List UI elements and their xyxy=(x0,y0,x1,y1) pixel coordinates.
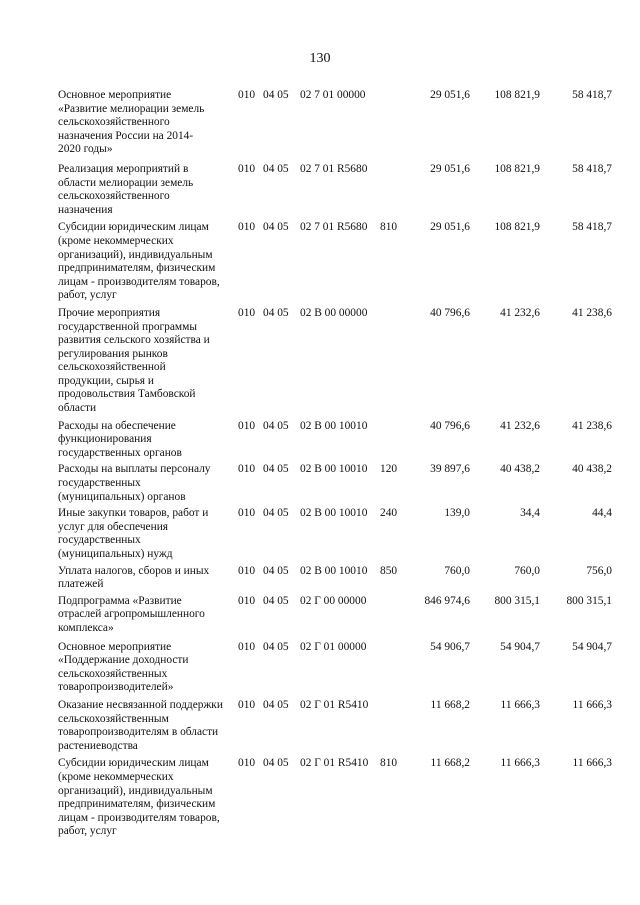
value-3: 11 666,3 xyxy=(572,698,612,711)
table-row xyxy=(58,699,618,753)
value-1: 40 796,6 xyxy=(430,419,470,432)
target-code: 02 В 00 10010 xyxy=(300,564,368,577)
value-1: 11 668,2 xyxy=(430,757,470,770)
row-name: Уплата налогов, сборов и иных платежей xyxy=(58,564,210,591)
row-name: Оказание несвязанной поддержки сельскохозяйственным товаропроизводителям в области растениеводства xyxy=(58,698,223,752)
value-1: 29 051,6 xyxy=(430,162,470,175)
value-1: 11 668,2 xyxy=(430,698,470,711)
table-row xyxy=(58,221,618,303)
value-1: 846 974,6 xyxy=(424,594,470,607)
value-3: 58 418,7 xyxy=(572,221,612,234)
row-name: Подпрограмма «Развитие отраслей агропромышленного комплекса» xyxy=(58,594,205,634)
value-2: 11 666,3 xyxy=(500,698,540,711)
target-code: 02 7 01 R5680 xyxy=(300,162,368,175)
value-3: 54 904,7 xyxy=(572,640,612,653)
subsection-code: 04 05 xyxy=(263,698,289,711)
expense-code: 810 xyxy=(380,221,398,234)
table-row xyxy=(58,757,618,839)
row-name: Прочие мероприятия государственной программы развития сельского хозяйства и регулирования рынков сельскохозяйственной продукции, сырья и продовольствия Тамбовской области xyxy=(58,306,210,415)
value-2: 41 232,6 xyxy=(500,306,540,319)
expense-code: 850 xyxy=(380,564,398,577)
value-3: 41 238,6 xyxy=(572,306,612,319)
value-2: 800 315,1 xyxy=(494,594,540,607)
page-number: 130 xyxy=(309,51,331,66)
row-name: Основное мероприятие «Развитие мелиорации земель сельскохозяйственного назначения России на 2014- 2020 годы» xyxy=(58,89,205,156)
value-3: 756,0 xyxy=(586,564,612,577)
value-1: 760,0 xyxy=(444,564,470,577)
subsection-code: 04 05 xyxy=(263,507,289,520)
subsection-code: 04 05 xyxy=(263,89,289,101)
value-2: 108 821,9 xyxy=(494,162,540,175)
target-code: 02 В 00 10010 xyxy=(300,419,368,432)
value-1: 54 906,7 xyxy=(430,640,470,653)
row-name: Иные закупки товаров, работ и услуг для обеспечения государственных (муниципальных) нужд xyxy=(58,507,209,560)
target-code: 02 Г 01 00000 xyxy=(300,640,367,653)
row-name: Субсидии юридическим лицам (кроме некоммерческих организаций), индивидуальным предпринимателям, физическим лицам - производителям товаров, работ, услуг xyxy=(58,221,220,302)
expense-code: 120 xyxy=(380,463,398,476)
expense-code: 240 xyxy=(380,507,398,520)
value-1: 40 796,6 xyxy=(430,306,470,319)
section-code: 010 xyxy=(238,757,256,770)
value-2: 11 666,3 xyxy=(500,757,540,770)
value-3: 44,4 xyxy=(592,507,612,520)
subsection-code: 04 05 xyxy=(263,221,289,234)
subsection-code: 04 05 xyxy=(263,594,289,607)
value-3: 41 238,6 xyxy=(572,419,612,432)
section-code: 010 xyxy=(238,640,256,653)
section-code: 010 xyxy=(238,306,256,319)
row-name: Расходы на выплаты персоналу государственных (муниципальных) органов xyxy=(58,463,211,503)
value-1: 29 051,6 xyxy=(430,221,470,234)
value-1: 39 897,6 xyxy=(430,463,470,476)
section-code: 010 xyxy=(238,162,256,175)
section-code: 010 xyxy=(238,419,256,432)
subsection-code: 04 05 xyxy=(263,419,289,432)
value-2: 108 821,9 xyxy=(494,89,540,101)
value-3: 800 315,1 xyxy=(566,594,612,607)
value-3: 58 418,7 xyxy=(572,89,612,101)
value-2: 41 232,6 xyxy=(500,419,540,432)
table-row xyxy=(58,420,618,461)
target-code: 02 Г 00 00000 xyxy=(300,594,367,607)
value-3: 11 666,3 xyxy=(572,757,612,770)
value-1: 139,0 xyxy=(444,507,470,520)
subsection-code: 04 05 xyxy=(263,640,289,653)
target-code: 02 В 00 00000 xyxy=(300,306,368,319)
subsection-code: 04 05 xyxy=(263,162,289,175)
table-row xyxy=(58,507,618,561)
section-code: 010 xyxy=(238,698,256,711)
section-code: 010 xyxy=(238,221,256,234)
section-code: 010 xyxy=(238,507,256,520)
section-code: 010 xyxy=(238,594,256,607)
subsection-code: 04 05 xyxy=(263,564,289,577)
subsection-code: 04 05 xyxy=(263,306,289,319)
section-code: 010 xyxy=(238,89,256,101)
table-row xyxy=(58,463,618,504)
section-code: 010 xyxy=(238,564,256,577)
table-row xyxy=(58,307,618,416)
target-code: 02 7 01 R5680 xyxy=(300,221,368,234)
target-code: 02 Г 01 R5410 xyxy=(300,698,369,711)
subsection-code: 04 05 xyxy=(263,463,289,476)
budget-table xyxy=(58,89,618,839)
table-row xyxy=(58,595,618,636)
value-3: 58 418,7 xyxy=(572,162,612,175)
expense-code: 810 xyxy=(380,757,398,770)
target-code: 02 Г 01 R5410 xyxy=(300,757,369,770)
value-2: 34,4 xyxy=(520,507,540,520)
section-code: 010 xyxy=(238,463,256,476)
value-2: 760,0 xyxy=(514,564,540,577)
value-2: 54 904,7 xyxy=(500,640,540,653)
value-3: 40 438,2 xyxy=(572,463,612,476)
value-2: 108 821,9 xyxy=(494,221,540,234)
row-name: Субсидии юридическим лицам (кроме некоммерческих организаций), индивидуальным предпринимателям, физическим лицам - производителям товаров, работ, услуг xyxy=(58,757,220,838)
target-code: 02 В 00 10010 xyxy=(300,507,368,520)
target-code: 02 В 00 10010 xyxy=(300,463,368,476)
row-name: Основное мероприятие «Поддержание доходности сельскохозяйственных товаропроизводителей» xyxy=(58,640,189,694)
row-name: Реализация мероприятий в области мелиорации земель сельскохозяйственного назначения xyxy=(58,162,194,216)
row-name: Расходы на обеспечение функционирования государственных органов xyxy=(58,419,182,459)
table-row xyxy=(58,641,618,695)
value-2: 40 438,2 xyxy=(500,463,540,476)
value-1: 29 051,6 xyxy=(430,89,470,101)
subsection-code: 04 05 xyxy=(263,757,289,770)
table-row xyxy=(58,565,618,592)
table-row xyxy=(58,89,618,157)
target-code: 02 7 01 00000 xyxy=(300,89,366,101)
table-row xyxy=(58,163,618,217)
